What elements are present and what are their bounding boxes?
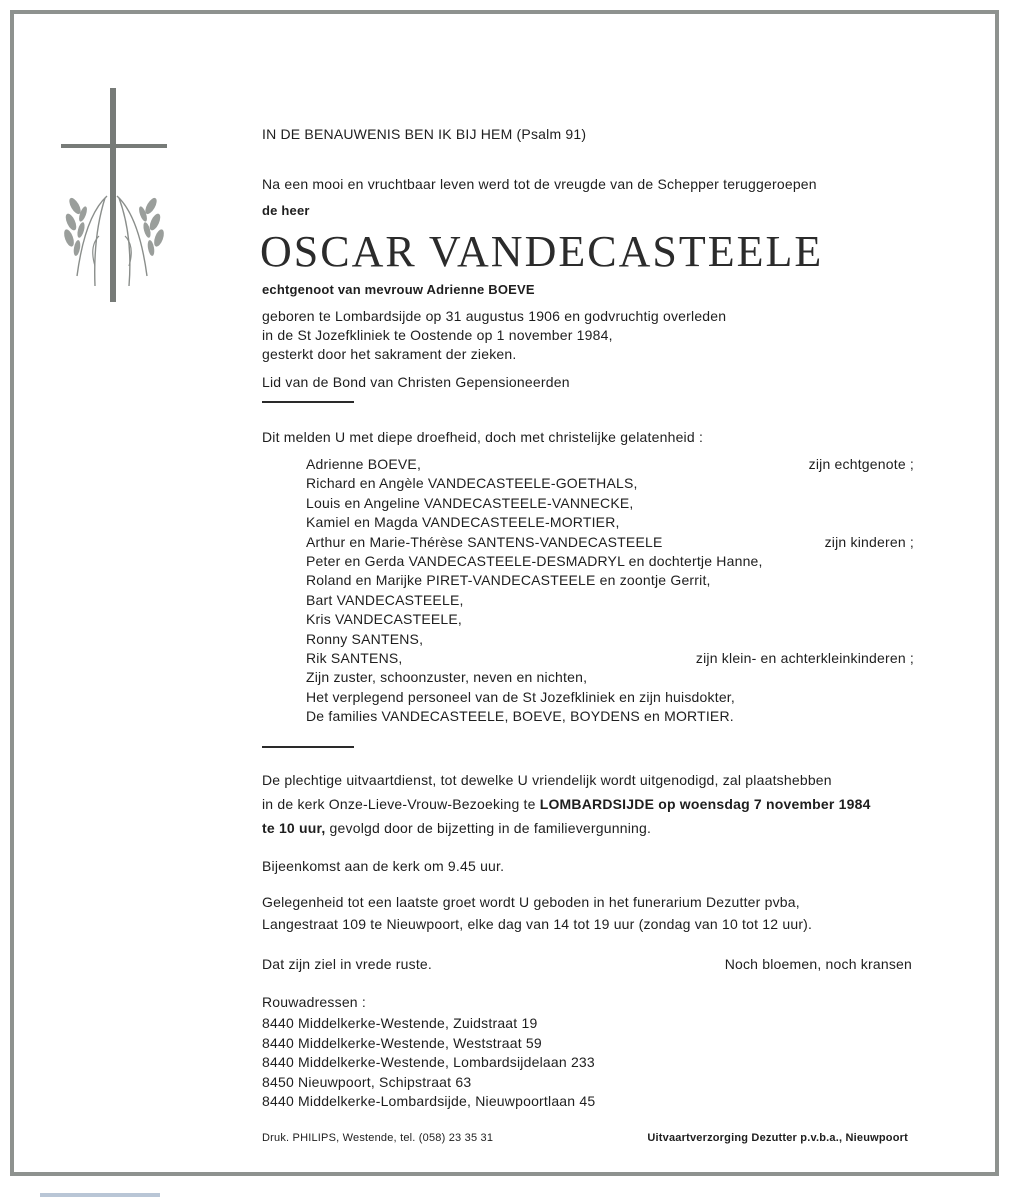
addresses-heading: Rouwadressen : xyxy=(262,994,366,1010)
farewell-line-2: Langestraat 109 te Nieuwpoort, elke dag van 14 tot 19 uur (zondag van 10 tot 12 uur). xyxy=(262,916,813,932)
farewell-line-1: Gelegenheid tot een laatste groet wordt U geboden in het funerarium Dezutter pvba, xyxy=(262,894,800,910)
gathering-line: Bijeenkomst aan de kerk om 9.45 uur. xyxy=(262,858,505,874)
announcement-line: Dit melden U met diepe droefheid, doch met christelijke gelatenheid : xyxy=(262,429,704,445)
rest-line: Dat zijn ziel in vrede ruste. xyxy=(262,956,432,972)
birth-death-line-2: in de St Jozefkliniek te Oostende op 1 november 1984, xyxy=(262,327,613,343)
family-member: Ronny SANTENS, xyxy=(306,630,424,647)
cross-with-wheat-icon xyxy=(55,86,175,306)
scan-edge-strip xyxy=(40,1193,160,1197)
family-member: Kamiel en Magda VANDECASTEELE-MORTIER, xyxy=(306,514,620,531)
service-burial: gevolgd door de bijzetting in de familievergunning. xyxy=(325,820,652,836)
family-member: Kris VANDECASTEELE, xyxy=(306,611,463,628)
family-member: Peter en Gerda VANDECASTEELE-DESMADRYL en dochtertje Hanne, xyxy=(306,553,763,569)
family-member: Het verplegend personeel van de St Jozefkliniek en zijn huisdokter, xyxy=(306,688,735,705)
family-member: De families VANDECASTEELE, BOEVE, BOYDENS en MORTIER. xyxy=(306,708,734,725)
family-member: Arthur en Marie-Thérèse SANTENS-VANDECASTEELE xyxy=(306,533,663,550)
intro-line: Na een mooi en vruchtbaar leven werd tot de vreugde van de Schepper teruggeroepen xyxy=(262,176,817,192)
psalm-line: IN DE BENAUWENIS BEN IK BIJ HEM (Psalm 91) xyxy=(262,126,587,142)
membership-line: Lid van de Bond van Christen Gepensioneerden xyxy=(262,374,570,390)
address-line: 8440 Middelkerke-Westende, Weststraat 59 xyxy=(262,1034,542,1051)
birth-death-line-3: gesterkt door het sakrament der zieken. xyxy=(262,346,517,362)
address-line: 8440 Middelkerke-Westende, Lombardsijdelaan 233 xyxy=(262,1054,595,1071)
family-member: Zijn zuster, schoonzuster, neven en nichten, xyxy=(306,669,588,686)
title-prefix: de heer xyxy=(262,203,310,218)
birth-death-line-1: geboren te Lombardsijde op 31 augustus 1906 en godvruchtig overleden xyxy=(262,308,727,324)
undertaker-credit: Uitvaartverzorging Dezutter p.v.b.a., Nieuwpoort xyxy=(647,1132,908,1144)
family-member: Bart VANDECASTEELE, xyxy=(306,591,464,608)
address-line: 8440 Middelkerke-Westende, Zuidstraat 19 xyxy=(262,1015,538,1031)
service-church: in de kerk Onze-Lieve-Vrouw-Bezoeking te xyxy=(262,796,540,812)
flowers-line: Noch bloemen, noch kransen xyxy=(724,956,912,972)
family-relation: zijn kinderen ; xyxy=(824,533,914,550)
printer-credit: Druk. PHILIPS, Westende, tel. (058) 23 35 31 xyxy=(262,1132,494,1144)
service-place-date: LOMBARDSIJDE op woensdag 7 november 1984 xyxy=(539,796,871,812)
address-line: 8450 Nieuwpoort, Schipstraat 63 xyxy=(262,1073,472,1090)
family-relation: zijn klein- en achterkleinkinderen ; xyxy=(695,650,914,666)
service-line-2 xyxy=(262,795,871,813)
address-line: 8440 Middelkerke-Lombardsijde, Nieuwpoortlaan 45 xyxy=(262,1093,596,1110)
service-line-1: De plechtige uitvaartdienst, tot dewelke U vriendelijk wordt uitgenodigd, zal plaatshebben xyxy=(262,772,832,788)
divider xyxy=(262,746,354,748)
family-member: Adrienne BOEVE, xyxy=(306,456,422,472)
family-member: Rik SANTENS, xyxy=(306,650,403,666)
family-member: Roland en Marijke PIRET-VANDECASTEELE en zoontje Gerrit, xyxy=(306,572,711,589)
spouse-line: echtgenoot van mevrouw Adrienne BOEVE xyxy=(262,282,535,297)
service-time: te 10 uur, xyxy=(262,820,326,836)
deceased-name: OSCAR VANDECASTEELE xyxy=(260,227,824,276)
divider xyxy=(262,401,354,403)
family-member: Richard en Angèle VANDECASTEELE-GOETHALS, xyxy=(306,475,638,492)
family-relation: zijn echtgenote ; xyxy=(808,456,914,472)
family-member: Louis en Angeline VANDECASTEELE-VANNECKE, xyxy=(306,494,634,511)
service-line-3 xyxy=(262,819,651,837)
